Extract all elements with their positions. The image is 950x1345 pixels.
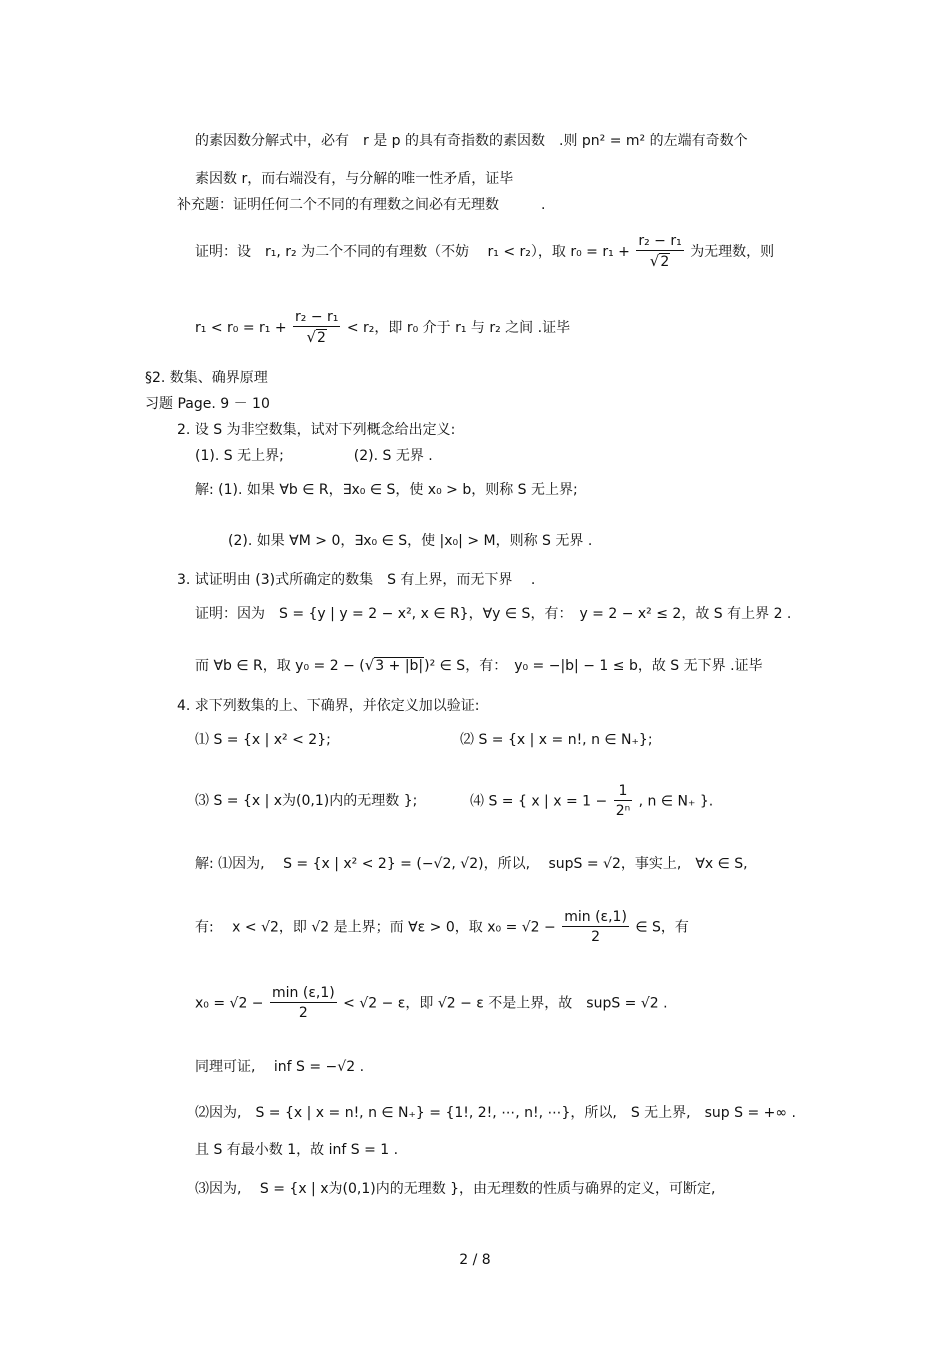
problem-4-item-2: ⑵ S = {x | x = n!, n ∈ N₊}; (460, 732, 653, 748)
fraction-1-over-2-pow-n (614, 782, 633, 821)
problem-4-item-3: ⑶ S = {x | x为(0,1)内的无理数 }; (195, 793, 418, 809)
proof-3-line-1: 证明：因为 S = {y | y = 2 − x², x ∈ R}，∀y ∈ S，有： y = 2 − x² ≤ 2，故 S 有上界 2 . (195, 606, 792, 622)
proof-line-2-end: < r₂，即 r₀ 介于 r₁ 与 r₂ 之间 .证毕 (346, 320, 571, 336)
solution-4-part-2: ⑵因为, S = {x | x = n!, n ∈ N₊} = {1!, 2!, ⋯, n!, ⋯}，所以, S 无上界, sup S = +∞ . (195, 1105, 796, 1121)
fraction-denominator: 2 (298, 1005, 308, 1021)
text-line-2: 素因数 r，而右端没有，与分解的唯一性矛盾，证毕 (195, 171, 514, 187)
fraction-r2-minus-r1-over-sqrt2-b (293, 308, 340, 348)
problem-4-item-4-end: , n ∈ N₊ }. (638, 793, 714, 810)
solution-4-line-1: 解: ⑴因为, S = {x | x² < 2} = (−√2, √2)，所以, supS = √2，事实上, ∀x ∈ S, (195, 856, 748, 872)
fraction-numerator: r₂ − r₁ (295, 309, 339, 325)
proof-line-1 (195, 232, 774, 272)
fraction-numerator: min (ε,1) (272, 985, 335, 1001)
proof-line-1-end: 为无理数，则 (690, 244, 775, 260)
solution-4-line-2 (195, 908, 689, 947)
section-heading: §2. 数集、确界原理 (145, 370, 268, 386)
fraction-min-eps-1-over-2-b (270, 984, 337, 1023)
solution-4-inf: 同理可证, inf S = −√2 . (195, 1059, 365, 1075)
proof-3-line-2-end: )² ∈ S，有： y₀ = −|b| − 1 ≤ b，故 S 无下界 .证毕 (424, 658, 763, 674)
solution-4-line-3-start: x₀ = √2 − (195, 995, 264, 1012)
proof-line-2-start: r₁ < r₀ = r₁ + (195, 320, 287, 336)
fraction-denominator: √2 (306, 328, 326, 346)
proof-line-2 (195, 308, 570, 348)
problem-4-item-1: ⑴ S = {x | x² < 2}; (195, 732, 331, 748)
exercise-heading: 习题 Page. 9 － 10 (145, 396, 270, 412)
solution-4-part-2-cont: 且 S 有最小数 1，故 inf S = 1 . (195, 1142, 399, 1158)
solution-4-line-2-end: ∈ S，有 (635, 919, 689, 936)
fraction-numerator: 1 (614, 782, 633, 801)
proof-3-line-2-start: 而 ∀b ∈ R，取 y₀ = 2 − ( (195, 658, 365, 674)
page-number: 2 / 8 (459, 1252, 491, 1268)
problem-4: 4. 求下列数集的上、下确界，并依定义加以验证: (177, 698, 480, 714)
sqrt-3-plus-abs-b: √3 + |b| (364, 656, 424, 674)
supplementary-problem: 补充题：证明任何二个不同的有理数之间必有无理数 . (177, 197, 546, 213)
fraction-denominator: 2 (591, 929, 601, 945)
problem-4-item-4 (470, 782, 713, 821)
solution-2-part-2: (2). 如果 ∀M > 0，∃x₀ ∈ S，使 |x₀| > M，则称 S 无界 . (228, 533, 593, 549)
proof-3-line-2 (195, 656, 763, 675)
problem-2: 2. 设 S 为非空数集，试对下列概念给出定义: (177, 422, 456, 438)
fraction-numerator: min (ε,1) (564, 909, 627, 925)
solution-2-part-1: 解: (1). 如果 ∀b ∈ R，∃x₀ ∈ S，使 x₀ > b，则称 S 无上界; (195, 482, 578, 498)
solution-4-part-3: ⑶因为, S = {x | x为(0,1)内的无理数 }，由无理数的性质与确界的定义，可断定, (195, 1181, 716, 1197)
solution-4-line-3 (195, 984, 668, 1023)
proof-line-1-start: 证明：设 r₁, r₂ 为二个不同的有理数（不妨 r₁ < r₂），取 r₀ = r₁ + (195, 244, 630, 260)
problem-2-parts: (1). S 无上界; (2). S 无界 . (195, 448, 433, 464)
problem-4-item-4-start: ⑷ S = { x | x = 1 − (470, 793, 608, 810)
text-line-1: 的素因数分解式中，必有 r 是 p 的具有奇指数的素因数 .则 pn² = m² 的左端有奇数个 (195, 133, 748, 149)
fraction-r2-minus-r1-over-sqrt2 (636, 232, 683, 272)
fraction-min-eps-1-over-2 (562, 908, 629, 947)
fraction-denominator: 2ⁿ (615, 803, 631, 819)
solution-4-line-3-end: < √2 − ε，即 √2 − ε 不是上界，故 supS = √2 . (343, 995, 668, 1012)
fraction-denominator: √2 (649, 252, 670, 270)
fraction-numerator: r₂ − r₁ (638, 233, 682, 249)
solution-4-line-2-start: 有: x < √2，即 √2 是上界；而 ∀ε > 0，取 x₀ = √2 − (195, 919, 556, 936)
problem-3: 3. 试证明由 (3)式所确定的数集 S 有上界，而无下界 . (177, 572, 536, 588)
